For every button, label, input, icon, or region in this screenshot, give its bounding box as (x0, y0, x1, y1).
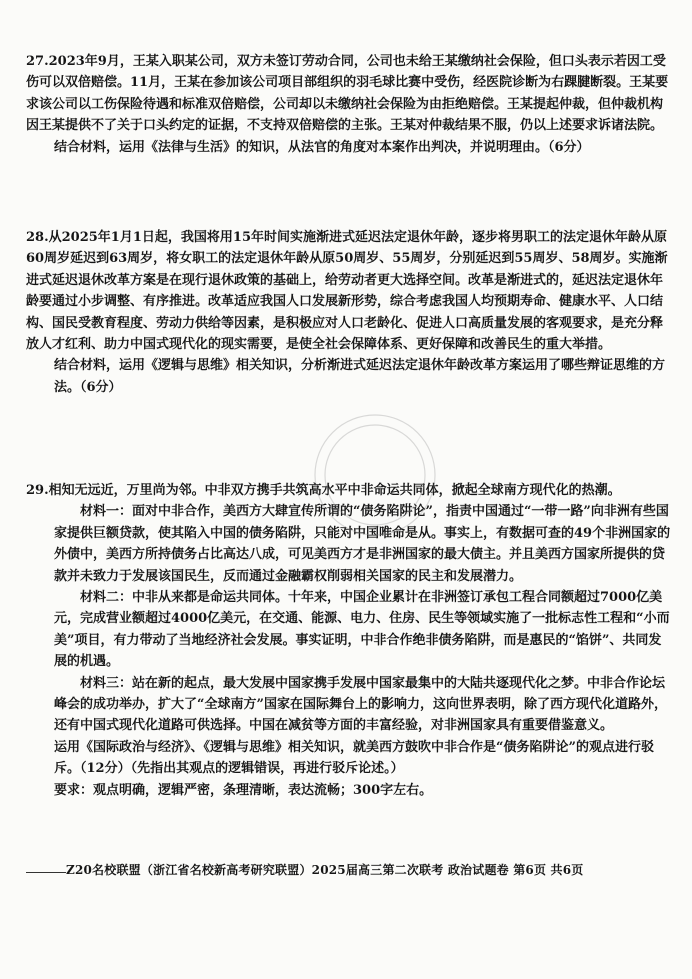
material-one: 材料一：面对中非合作，美西方大肆宣传所谓的“债务陷阱论”，指责中国通过“一带一路”向非洲有些国家提供巨额贷款，使其陷入中国的债务陷阱，只能对中国唯命是从。事实上，有数据可查的49个非洲国家的外债中，美西方所持债务占比高达八成，可见美西方才是非洲国家的最大债主。并且美西方国家所提供的贷款并未致力于发展该国民生，反而通过金融霸权削弱相关国家的民主和发展潜力。 (54, 504, 671, 584)
question-29-requirements: 要求：观点明确，逻辑严密，条理清晰，表达流畅；300字左右。 (54, 782, 433, 798)
question-28-prompt: 结合材料，运用《逻辑与思维》相关知识，分析渐进式延迟法定退休年龄改革方案运用了哪些辩证思维的方法。（6分） (54, 358, 666, 395)
question-number: 29. (26, 483, 49, 498)
question-29-intro: 相知无远近，万里尚为邻。中非双方携手共筑高水平中非命运共同体，掀起全球南方现代化的热潮。 (48, 483, 621, 498)
question-27 (26, 51, 672, 158)
material-two: 材料二：中非从来都是命运共同体。十年来，中国企业累计在非洲签订承包工程合同额超过7000亿美元，完成营业额超过4000亿美元，在交通、能源、电力、住房、民生等领域实施了一批标志性工程和“小而美”项目，有力带动了当地经济社会发展。事实证明，中非合作绝非债务陷阱，而是惠民的“馅饼”、共同发展的机遇。 (54, 590, 670, 670)
question-27-prompt: 结合材料，运用《法律与生活》的知识，从法官的角度对本案作出判决，并说明理由。（6分） (54, 139, 590, 155)
footer-rule (26, 872, 66, 873)
question-28-material: 从2025年1月1日起，我国将用15年时间实施渐进式延迟法定退休年龄，逐步将男职工的法定退休年龄从原60周岁延迟到63周岁，将女职工的法定退休年龄从原50周岁、55周岁，分别延迟到55周岁、58周岁。实施渐进式延迟退休改革方案是在现行退休政策的基础上，给劳动者更大选择空间。改革是渐进式的，延迟法定退休年龄要通过小步调整、有序推进。改革适应我国人口发展新形势，综合考虑我国人均预期寿命、健康水平、人口结构、国民受教育程度、劳动力供给等因素，是积极应对人口老龄化、促进人口高质量发展的客观要求，是充分释放人才红利、助力中国式现代化的现实需要，是使全社会保障体系、更好保障和改善民生的重大举措。 (26, 230, 668, 353)
material-three: 材料三：站在新的起点，最大发展中国家携手发展中国家最集中的大陆共逐现代化之梦。中非合作论坛峰会的成功举办，扩大了“全球南方”国家在国际舞台上的影响力，这向世界表明，除了西方现代化道路外，还有中国式现代化道路可供选择。中国在减贫等方面的丰富经验，对非洲国家具有重要借鉴意义。 (54, 675, 667, 734)
question-28 (26, 227, 672, 398)
question-29 (26, 480, 672, 801)
question-29-prompt: 运用《国际政治与经济》、《逻辑与思维》相关知识，就美西方鼓吹中非合作是“债务陷阱论”的观点进行驳斥。（12分）（先指出其观点的逻辑错误，再进行驳斥论述。） (54, 739, 654, 777)
page-footer: Z20名校联盟（浙江省名校新高考研究联盟）2025届高三第二次联考 政治试题卷 第6页 共6页 (66, 863, 584, 877)
question-number: 27. (26, 54, 49, 69)
question-27-material: 2023年9月，王某入职某公司，双方未签订劳动合同，公司也未给王某缴纳社会保险，但口头表示若因工受伤可以双倍赔偿。11月，王某在参加该公司项目部组织的羽毛球比赛中受伤，经医院诊断为右踝腱断裂。王某要求该公司以工伤保险待遇和标准双倍赔偿，公司却以未缴纳社会保险为由拒绝赔偿。王某提起仲裁，但仲裁机构因王某提供不了关于口头约定的证据，不支持双倍赔偿的主张。王某对仲裁结果不服，仍以上述要求诉诸法院。 (26, 54, 669, 134)
question-number: 28. (26, 230, 49, 245)
